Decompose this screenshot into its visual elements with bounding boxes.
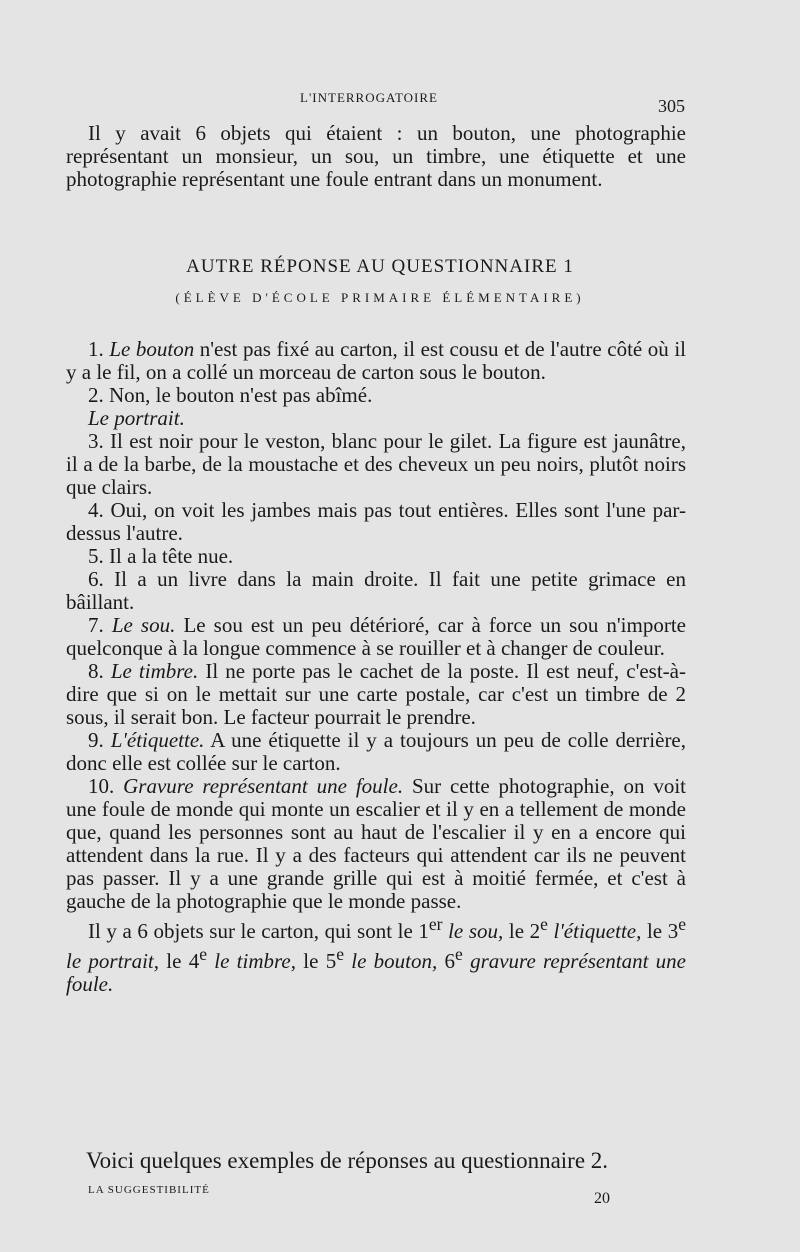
closing-line: Voici quelques exemples de réponses au questionnaire 2. [86,1148,609,1173]
answers-list [66,338,686,996]
answer-item: 7. Le sou. Le sou est un peu détérioré, car à force un sou n'importe quelconque à la longue commence à se rouiller et à changer de couleur. [66,613,687,660]
answer-item: 2. Non, le bouton n'est pas abîmé. [88,383,373,407]
section-subtitle: (ÉLÈVE D'ÉCOLE PRIMAIRE ÉLÉMENTAIRE) [175,290,585,305]
answer-item: 6. Il a un livre dans la main droite. Il fait une petite grimace en bâillant. [66,567,686,614]
footer-signature-number: 20 [594,1190,610,1207]
intro-paragraph: Il y avait 6 objets qui étaient : un bouton, une photographie représentant un monsieur, un sou, un timbre, une étiquette et une photographie représentant une foule entrant dans un monument. [66,121,686,191]
answer-item: 3. Il est noir pour le veston, blanc pour le gilet. La figure est jaunâtre, il a de la barbe, de la moustache et des cheveux un peu noirs, plutôt noirs que clairs. [66,429,686,499]
section-title: AUTRE RÉPONSE AU QUESTIONNAIRE 1 [186,256,574,277]
answer-item: 1. Le bouton n'est pas fixé au carton, il est cousu et de l'autre côté où il y a le fil, on a collé un morceau de carton sous le bouton. [66,337,687,384]
answer-item: 10. Gravure représentant une foule. Sur cette photographie, on voit une foule de monde qui monte un escalier et il y en a tellement de monde que, quand les personnes sont au haut de l'escalier il y en a encore qui attendent dans la rue. Il y a des facteurs qui attendent car ils ne peuvent pas passer. Il y a une grande grille qui est à moitié fermée, et c'est à gauche de la photographie que le monde passe. [66,774,687,913]
answer-item: 9. L'étiquette. A une étiquette il y a toujours un peu de colle derrière, donc elle est collée sur le carton. [66,728,687,775]
answer-item: 5. Il a la tête nue. [88,544,234,568]
footer-signature: LA SUGGESTIBILITÉ [88,1184,210,1196]
answer-item: Le portrait. [88,406,185,430]
answer-item: 4. Oui, on voit les jambes mais pas tout entières. Elles sont l'une par-dessus l'autre. [66,498,686,545]
page-number: 305 [658,96,685,116]
running-title: L'INTERROGATOIRE [300,90,438,105]
summary-paragraph: Il y a 6 objets sur le carton, qui sont le 1er le sou, le 2e l'étiquette, le 3e le portrait, le 4e le timbre, le 5e le bouton, 6e gravure représentant une foule. [66,914,686,996]
answer-item: 8. Le timbre. Il ne porte pas le cachet de la poste. Il est neuf, c'est-à-dire que si on le mettait sur une carte postale, car c'est un timbre de 2 sous, il serait bon. Le facteur pourrait le prendre. [66,659,686,729]
